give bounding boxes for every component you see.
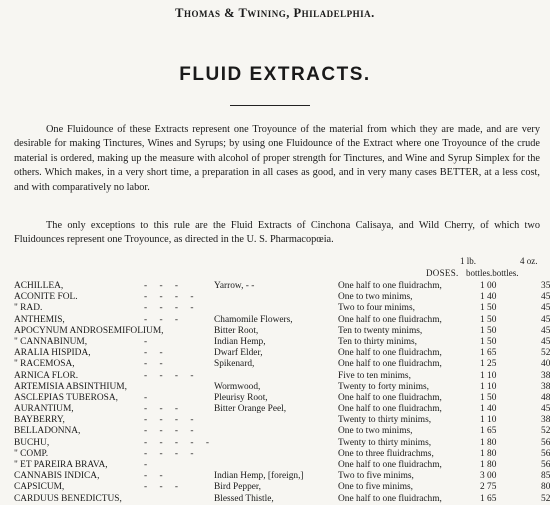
leader-dashes: - - - [144,314,184,325]
extract-name: BAYBERRY, [14,415,65,426]
table-row [14,393,550,404]
common-name: Pleurisy Root, [214,392,268,403]
table-row [14,326,550,337]
page-header: Thomas & Twining, Philadelphia. [175,6,375,20]
common-name: Wormwood, [214,381,261,392]
extract-name: BELLADONNA, [14,426,81,437]
table-row [14,281,550,292]
header-1lb: 1 lb. [460,256,477,266]
common-name: Chamomile Flowers, [214,314,293,325]
leader-dashes: - - - - [144,415,199,426]
dose-text: Twenty to thirty minims, [338,437,432,448]
extract-name: ARTEMISIA ABSINTHIUM, [14,381,127,392]
price-1lb: 1 80 [480,448,497,459]
table-row [14,382,550,393]
leader-dashes: - - - - [144,426,199,437]
extract-name: BUCHU, [14,437,50,448]
table-row [14,348,550,359]
extract-name: ACONITE FOL. [14,292,78,303]
extract-name: APOCYNUM ANDROSEMIFOLIUM, [14,325,164,336]
dose-text: Two to four minims, [338,303,415,314]
price-1lb: 1 50 [480,336,497,347]
price-4oz: 38 [541,381,550,392]
price-4oz: 40 [541,359,550,370]
table-row [14,359,550,370]
dose-text: Ten to twenty minims, [338,325,423,336]
price-4oz: 45 [541,292,550,303]
table-row [14,337,550,348]
table-body [14,281,550,505]
dose-text: One half to one fluidrachm, [338,392,442,403]
price-4oz: 35 [541,281,550,291]
price-4oz: 38 [541,415,550,426]
price-1lb: 1 65 [480,348,497,359]
leader-dashes: - - [144,359,168,370]
extract-name: CAPSICUM, [14,482,65,493]
price-1lb: 1 50 [480,392,497,403]
price-4oz: 56 [541,460,550,470]
header-bottles: bottles.bottles. [466,268,519,278]
header-doses: DOSES. [426,268,459,278]
dose-text: One to two minims, [338,292,413,303]
price-1lb: 1 80 [480,437,497,448]
price-4oz: 45 [541,336,550,347]
price-1lb: 3 00 [480,471,497,482]
common-name: Bitter Orange Peel, [214,404,287,415]
leader-dashes: - - - - [144,292,199,303]
price-1lb: 1 65 [480,493,497,504]
leader-dashes: - [144,336,153,347]
dose-text: One to three fluidrachms, [338,448,434,459]
leader-dashes: - - - [144,281,184,291]
common-name: Bird Pepper, [214,482,262,493]
leader-dashes: - - - - [144,370,199,381]
price-4oz: 80 [541,482,550,493]
extract-name: CANNABIS INDICA, [14,471,100,482]
dose-text: One half to one fluidrachm, [338,404,442,415]
table-row [14,449,550,460]
price-1lb: 1 40 [480,404,497,415]
leader-dashes: - - - - [144,448,199,459]
extract-name: ARNICA FLOR. [14,370,79,381]
table-row [14,404,550,415]
price-1lb: 1 50 [480,303,497,314]
dose-text: One half to one fluidrachm, [338,493,442,504]
dose-text: One to five minims, [338,482,413,493]
price-4oz: 52 [541,493,550,504]
extract-name: " COMP. [14,448,49,459]
extract-name: CARDUUS BENEDICTUS, [14,493,122,504]
price-1lb: 1 10 [480,370,497,381]
price-1lb: 1 25 [480,359,497,370]
price-4oz: 45 [541,404,550,415]
price-1lb: 2 75 [480,482,497,493]
price-4oz: 52 [541,426,550,437]
table-row [14,426,550,437]
table-row [14,482,550,493]
leader-dashes: - - - [144,404,184,415]
price-1lb: 1 00 [480,281,497,291]
extract-name: ASCLEPIAS TUBEROSA, [14,392,119,403]
common-name: Indian Hemp, [foreign,] [214,471,304,482]
leader-dashes: - [144,460,153,470]
leader-dashes: - - [144,471,168,482]
common-name: Yarrow, - - [214,281,255,291]
price-4oz: 56 [541,437,550,448]
leader-dashes: - [144,392,153,403]
price-4oz: 85 [541,471,550,482]
dose-text: Twenty to forty minims, [338,381,430,392]
price-4oz: 56 [541,448,550,459]
common-name: Bitter Root, [214,325,259,336]
table-row [14,494,550,505]
intro-paragraph-2: The only exceptions to this rule are the Fluid Extracts of Cinchona Calisaya, and Wild Cherry, of which two Fluidounces represent one Troyounce, as directed in the U. S. Pharmacopœia. [14,220,540,246]
dose-text: Ten to thirty minims, [338,336,418,347]
extract-name: " RAD. [14,303,43,314]
price-4oz: 52 [541,348,550,359]
common-name: Blessed Thistle, [214,493,274,504]
page-title: FLUID EXTRACTS. [179,64,371,85]
extract-name: " CANNABINUM, [14,336,88,347]
price-1lb: 1 80 [480,460,497,470]
price-1lb: 1 50 [480,314,497,325]
extracts-table [14,256,550,505]
dose-text: One half to one fluidrachm, [338,460,442,470]
table-row [14,415,550,426]
leader-dashes: - - - - - [144,437,214,448]
table-header [14,256,550,281]
dose-text: Five to ten minims, [338,370,411,381]
dose-text: One half to one fluidrachm, [338,348,442,359]
extract-name: AURANTIUM, [14,404,74,415]
table-row [14,471,550,482]
table-row [14,303,550,314]
common-name: Dwarf Elder, [214,348,263,359]
common-name: Indian Hemp, [214,336,266,347]
dose-text: One half to one fluidrachm, [338,281,442,291]
extract-name: " RACEMOSA, [14,359,75,370]
dose-text: Twenty to thirty minims, [338,415,432,426]
leader-dashes: - - - [144,482,184,493]
price-1lb: 1 65 [480,426,497,437]
price-1lb: 1 50 [480,325,497,336]
price-4oz: 45 [541,314,550,325]
extract-name: " ET PAREIRA BRAVA, [14,460,108,470]
price-4oz: 45 [541,303,550,314]
table-row [14,438,550,449]
common-name: Spikenard, [214,359,255,370]
dose-text: Two to five minims, [338,471,414,482]
extract-name: ARALIA HISPIDA, [14,348,91,359]
extract-name: ACHILLEA, [14,281,64,291]
title-divider [230,105,310,106]
table-row [14,315,550,326]
table-row [14,292,550,303]
dose-text: One half to one fluidrachm, [338,314,442,325]
dose-text: One to two minims, [338,426,413,437]
header-4oz: 4 oz. [520,256,538,266]
price-4oz: 38 [541,370,550,381]
leader-dashes: - - - - [144,303,199,314]
price-4oz: 48 [541,392,550,403]
dose-text: One half to one fluidrachm, [338,359,442,370]
intro-paragraph-1: One Fluidounce of these Extracts represent one Troyounce of the material from which they are made, and are very desirable for making Tinctures, Wines and Syrups; by using one Fluidounce of the Extract where one Troyounce of the crude material is ordered, making up the measure with alcohol of proper strength for Tinctures, and Wine and Syrup Simplex for the others. Which makes, in a very short time, a preparation in all cases as good, and in very many cases BETTER, at a less cost, and with comparatively no labor. [14,124,540,193]
price-1lb: 1 40 [480,292,497,303]
extract-name: ANTHEMIS, [14,314,65,325]
table-row [14,371,550,382]
leader-dashes: - - [144,348,168,359]
price-1lb: 1 10 [480,381,497,392]
table-row [14,460,550,471]
price-4oz: 45 [541,325,550,336]
price-1lb: 1 10 [480,415,497,426]
